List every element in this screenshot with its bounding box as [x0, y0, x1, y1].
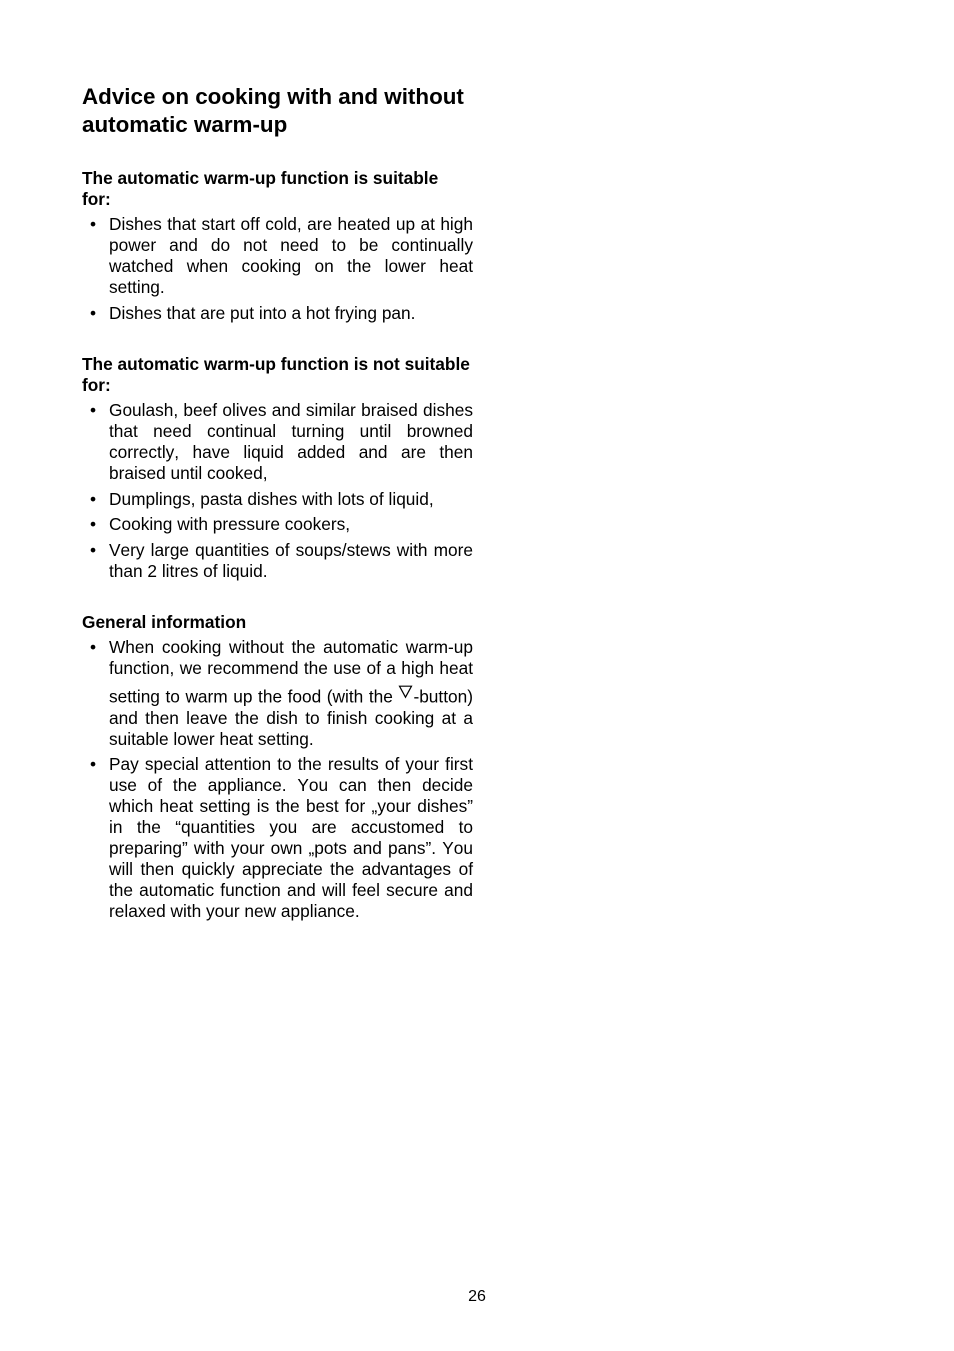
- page-number: 26: [468, 1287, 486, 1305]
- bullet-marker: •: [90, 514, 97, 534]
- list-item: [82, 303, 473, 324]
- section-general-information: [82, 612, 474, 923]
- list-item-text: Goulash, beef olives and similar braised dishes that need continual turning until browned correctly, have liquid added and are then braised until cooked,: [109, 400, 473, 483]
- list-item-text: Dumplings, pasta dishes with lots of liquid,: [109, 488, 434, 509]
- page-title: Advice on cooking with and without automatic warm-up: [82, 84, 464, 137]
- bullet-marker: •: [90, 302, 97, 323]
- general-information-list: [82, 637, 474, 922]
- section-heading-not-suitable: The automatic warm-up function is not suitable for:: [82, 353, 470, 395]
- not-suitable-list: [82, 400, 474, 582]
- bullet-marker: •: [90, 637, 97, 657]
- list-item: [82, 400, 473, 484]
- bullet-marker: •: [90, 488, 97, 509]
- list-item: [82, 214, 473, 298]
- list-item: [82, 489, 473, 510]
- list-item-text: Very large quantities of soups/stews with more than 2 litres of liquid.: [109, 539, 473, 581]
- suitable-list: [82, 214, 474, 324]
- bullet-marker: •: [90, 400, 97, 420]
- list-item-text-before-icon: When cooking without the automatic warm-up function, we recommend the use of a high heat setting to warm up the food (with the: [109, 637, 473, 707]
- down-triangle-icon: [398, 679, 413, 699]
- bullet-marker: •: [90, 214, 97, 234]
- list-item-text: Dishes that are put into a hot frying pan.: [109, 302, 416, 323]
- list-item: [82, 540, 473, 582]
- list-item-text-after-icon: -button) and then leave the dish to finish cooking at a suitable lower heat setting.: [109, 686, 473, 749]
- list-item: [82, 637, 473, 750]
- section-heading-suitable: The automatic warm-up function is suitable for:: [82, 167, 439, 209]
- section-heading-general-information: General information: [82, 611, 247, 632]
- list-item: [82, 754, 473, 922]
- section-not-suitable: [82, 354, 474, 582]
- list-item: [82, 514, 473, 535]
- list-item-text: Dishes that start off cold, are heated up at high power and do not need to be continually watched when cooking on the lower heat setting.: [109, 214, 473, 297]
- list-item-text: Pay special attention to the results of your first use of the appliance. You can then decide which heat setting is the best for „your dishes” in the “quantities you are accustomed to preparing” with your own „pots and pans”. You will then quickly appreciate the advantages of the automatic function and will feel secure and relaxed with your new appliance.: [109, 754, 473, 921]
- bullet-marker: •: [90, 754, 97, 774]
- content-column: [82, 83, 474, 922]
- bullet-marker: •: [90, 539, 97, 560]
- section-suitable: [82, 168, 474, 324]
- list-item-text: Cooking with pressure cookers,: [109, 514, 351, 534]
